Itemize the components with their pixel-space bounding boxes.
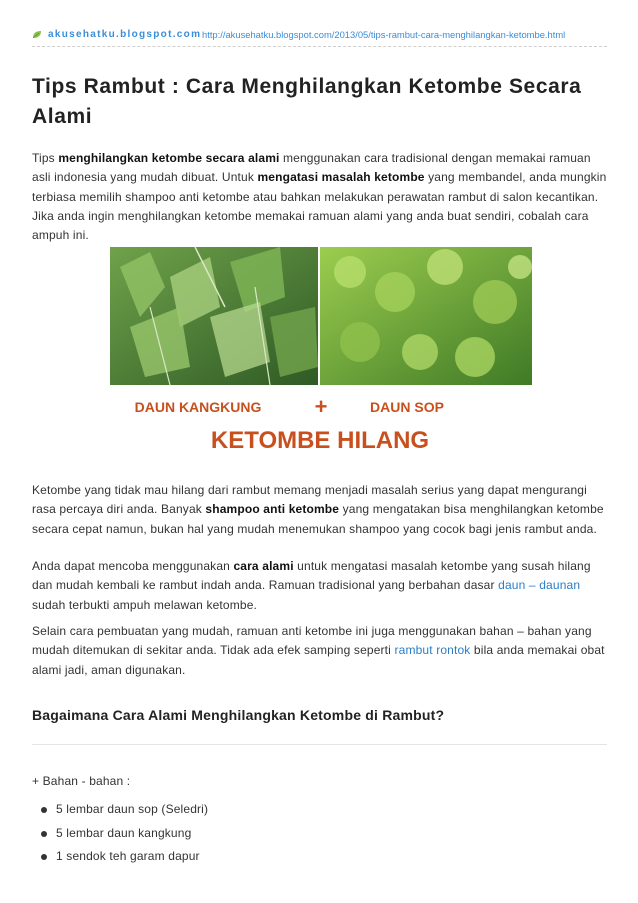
bold-keyword: shampoo anti ketombe bbox=[205, 502, 340, 517]
kangkung-photo bbox=[110, 247, 318, 385]
ingredients-label: + Bahan - bahan : bbox=[32, 774, 131, 788]
list-item: 1 sendok teh garam dapur bbox=[32, 845, 208, 869]
page-url[interactable]: http://akusehatku.blogspot.com/2013/05/tips-rambut-cara-menghilangkan-ketombe.html bbox=[202, 29, 566, 40]
link-rambut-rontok[interactable]: rambut rontok bbox=[394, 643, 471, 658]
bold-keyword: cara alami bbox=[233, 559, 294, 573]
label-daun-sop: DAUN SOP bbox=[370, 399, 444, 415]
ingredients-list bbox=[32, 798, 208, 869]
image-caption: KETOMBE HILANG bbox=[210, 427, 430, 454]
paragraph-2: Ketombe yang tidak mau hilang dari rambut memang menjadi masalah serius yang dapat mengurangi rasa percaya diri anda. Banyak shampoo anti ketombe yang mengatakan bisa menghilangkan ketombe secara cepat namun, bukan hal yang mudah menemukan shampoo yang cocok bagi jenis rambut anda. bbox=[32, 483, 604, 536]
article-image bbox=[110, 247, 532, 472]
paragraph-4: Selain cara pembuatan yang mudah, ramuan anti ketombe ini juga menggunakan bahan – bahan yang mudah ditemukan di sekitar anda. Tidak ada efek samping seperti rambut rontok bila anda memakai obat alami jadi, aman digunakan. bbox=[32, 624, 605, 677]
link-daun-daunan[interactable]: daun – daunan bbox=[498, 578, 581, 593]
article-title: Tips Rambut : Cara Menghilangkan Ketombe Secara Alami bbox=[32, 75, 582, 128]
site-name[interactable]: akusehatku.blogspot.com bbox=[48, 29, 202, 40]
bullet-icon bbox=[41, 854, 47, 860]
list-item: 5 lembar daun sop (Seledri) bbox=[32, 798, 208, 822]
list-item: 5 lembar daun kangkung bbox=[32, 822, 208, 846]
daun-sop-photo bbox=[320, 247, 532, 385]
bold-keyword: mengatasi masalah ketombe bbox=[257, 170, 425, 185]
bullet-icon bbox=[41, 831, 47, 837]
leaf-icon bbox=[32, 30, 42, 39]
bold-keyword: menghilangkan ketombe secara alami bbox=[58, 151, 280, 165]
bullet-icon bbox=[41, 807, 47, 813]
page-header bbox=[32, 26, 607, 46]
plus-sign: + bbox=[314, 394, 328, 419]
section-divider bbox=[32, 744, 607, 745]
paragraph-3: Anda dapat mencoba menggunakan cara alami untuk mengatasi masalah ketombe yang susah hilang dan mudah kembali ke rambut indah anda. Ramuan tradisional yang berbahan dasar daun – daunan sudah terbukti ampuh melawan ketombe. bbox=[32, 559, 591, 612]
intro-paragraph: Tips menghilangkan ketombe secara alami menggunakan cara tradisional dengan memakai ramuan asli indonesia yang mudah dibuat. Untuk mengatasi masalah ketombe yang membandel, anda mungkin terbiasa memilih shampoo anti ketombe atau bahkan melakukan perawatan rambut di salon kecantikan. Jika anda ingin menghilangkan ketombe memakai ramuan alami yang anda buat sendiri, cobalah cara ampuh ini. bbox=[32, 151, 607, 243]
section-heading: Bagaimana Cara Alami Menghilangkan Ketombe di Rambut? bbox=[32, 707, 445, 723]
header-divider bbox=[32, 46, 607, 47]
label-daun-kangkung: DAUN KANGKUNG bbox=[134, 399, 262, 415]
